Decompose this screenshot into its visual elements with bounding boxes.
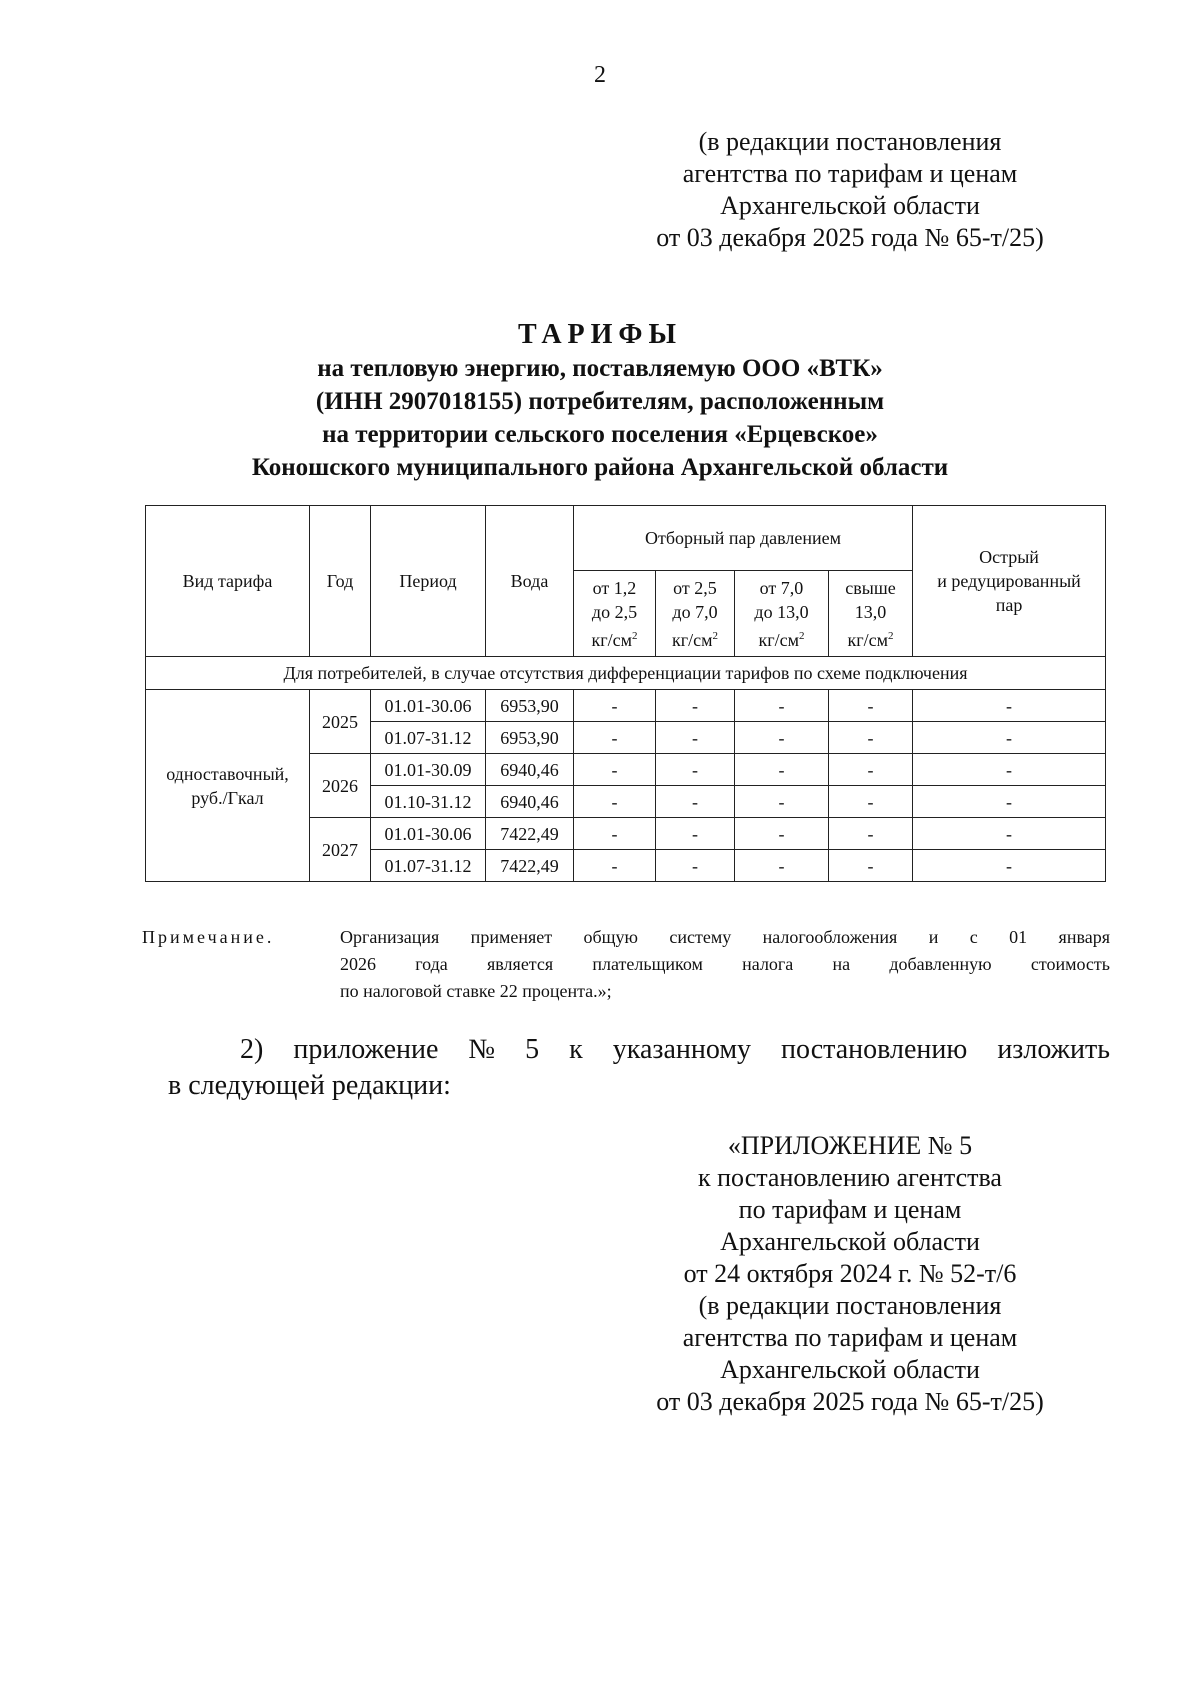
header-steam-col <box>574 571 656 657</box>
note-label: Примечание. <box>142 927 275 947</box>
sharp-steam-cell: - <box>913 786 1106 818</box>
appendix-line: по тарифам и ценам <box>738 1195 962 1224</box>
title-line: Коношского муниципального района Архангельской области <box>251 454 949 481</box>
note-line: Организация применяет общую систему налогообложения и с 01 января <box>340 927 1110 947</box>
steam-cell: - <box>735 690 829 722</box>
edition-note-line: от 03 декабря 2025 года № 65-т/25) <box>656 223 1044 252</box>
steam-cell: - <box>735 818 829 850</box>
header-row-1 <box>146 506 1106 571</box>
tariff-type-line: руб./Гкал <box>191 787 264 808</box>
document-title <box>0 318 1200 484</box>
steam-col-from: от 2,5 <box>673 577 717 598</box>
steam-cell: - <box>656 754 735 786</box>
table-row <box>146 690 1106 722</box>
tariff-type-line: одноставочный, <box>166 763 289 784</box>
water-cell: 6940,46 <box>486 786 574 818</box>
period-cell: 01.07-31.12 <box>371 850 486 882</box>
steam-col-unit: кг/см <box>591 629 632 650</box>
steam-cell: - <box>656 818 735 850</box>
appendix-header <box>640 1130 1060 1418</box>
tariff-type-cell <box>146 690 310 882</box>
header-tariff-type: Вид тарифа <box>146 506 310 657</box>
appendix-line: «ПРИЛОЖЕНИЕ № 5 <box>727 1131 973 1160</box>
header-year: Год <box>310 506 371 657</box>
appendix-line: к постановлению агентства <box>698 1163 1002 1192</box>
appendix-line: от 24 октября 2024 г. № 52-т/6 <box>683 1259 1017 1288</box>
title-main: ТАРИФЫ <box>518 319 682 350</box>
steam-cell: - <box>735 722 829 754</box>
steam-cell: - <box>656 722 735 754</box>
period-cell: 01.07-31.12 <box>371 722 486 754</box>
water-cell: 6953,90 <box>486 722 574 754</box>
steam-cell: - <box>656 690 735 722</box>
edition-note-line: Архангельской области <box>720 191 980 220</box>
header-sharp-steam-line: Острый <box>979 547 1039 567</box>
steam-col-to: до 7,0 <box>672 601 718 622</box>
sharp-steam-cell: - <box>913 754 1106 786</box>
header-water: Вода <box>486 506 574 657</box>
steam-col-unit-power: 2 <box>632 629 638 642</box>
paragraph-line-1 <box>168 1032 1110 1068</box>
header-sharp-steam <box>913 506 1106 657</box>
appendix-line: Архангельской области <box>720 1355 980 1384</box>
steam-cell: - <box>574 786 656 818</box>
edition-note-line: агентства по тарифам и ценам <box>682 159 1018 188</box>
steam-cell: - <box>735 754 829 786</box>
period-cell: 01.10-31.12 <box>371 786 486 818</box>
edition-note-line: (в редакции постановления <box>698 127 1002 156</box>
sharp-steam-cell: - <box>913 818 1106 850</box>
steam-cell: - <box>656 850 735 882</box>
steam-cell: - <box>829 754 913 786</box>
sharp-steam-cell: - <box>913 690 1106 722</box>
steam-cell: - <box>829 818 913 850</box>
steam-cell: - <box>829 690 913 722</box>
header-period: Период <box>371 506 486 657</box>
sharp-steam-cell: - <box>913 722 1106 754</box>
water-cell: 7422,49 <box>486 818 574 850</box>
year-cell: 2027 <box>310 818 371 882</box>
sharp-steam-cell: - <box>913 850 1106 882</box>
steam-col-from: свыше <box>845 577 896 598</box>
paragraph-word: приложение <box>293 1034 439 1065</box>
tariff-table <box>145 505 1106 882</box>
paragraph-word: указанному <box>612 1034 752 1065</box>
steam-cell: - <box>829 786 913 818</box>
header-steam-col <box>735 571 829 657</box>
steam-col-unit: кг/см <box>847 629 889 650</box>
steam-cell: - <box>574 722 656 754</box>
steam-col-unit-power: 2 <box>712 629 718 642</box>
steam-col-from: от 1,2 <box>592 577 637 598</box>
title-line: на тепловую энергию, поставляемую ООО «ВТК» <box>317 355 883 382</box>
paragraph-number: 2) <box>240 1034 264 1065</box>
appendix-line: от 03 декабря 2025 года № 65-т/25) <box>656 1387 1044 1416</box>
period-cell: 01.01-30.09 <box>371 754 486 786</box>
water-cell: 6940,46 <box>486 754 574 786</box>
steam-col-unit: кг/см <box>671 629 713 650</box>
paragraph-line-2: в следующей редакции: <box>168 1070 451 1101</box>
title-line: на территории сельского поселения «Ерцевское» <box>322 421 878 448</box>
year-cell: 2025 <box>310 690 371 754</box>
water-cell: 7422,49 <box>486 850 574 882</box>
paragraph-word: изложить <box>997 1034 1110 1065</box>
section-title: Для потребителей, в случае отсутствия дифференциации тарифов по схеме подключения <box>146 657 1106 690</box>
steam-cell: - <box>735 786 829 818</box>
paragraph-word: постановлению <box>781 1034 968 1065</box>
steam-cell: - <box>574 754 656 786</box>
paragraph-2 <box>168 1032 1110 1104</box>
header-sharp-steam-line: и редуцированный <box>937 571 1081 591</box>
steam-cell: - <box>574 850 656 882</box>
paragraph-word: к <box>569 1034 583 1065</box>
appendix-line: (в редакции постановления <box>698 1291 1002 1320</box>
steam-cell: - <box>574 690 656 722</box>
header-steam-col <box>829 571 913 657</box>
steam-col-unit-power: 2 <box>888 629 894 642</box>
steam-cell: - <box>735 850 829 882</box>
paragraph-word: № <box>468 1034 496 1065</box>
steam-col-unit-power: 2 <box>799 629 805 642</box>
water-cell: 6953,90 <box>486 690 574 722</box>
title-line: (ИНН 2907018155) потребителям, расположенным <box>315 388 885 415</box>
steam-cell: - <box>829 722 913 754</box>
paragraph-word: 5 <box>525 1034 540 1065</box>
section-row <box>146 657 1106 690</box>
steam-col-to: до 2,5 <box>591 601 638 622</box>
steam-col-to: 13,0 <box>854 601 887 622</box>
note-line: 2026 года является плательщиком налога на добавленную стоимость <box>340 954 1110 974</box>
steam-cell: - <box>829 850 913 882</box>
header-steam-group: Отборный пар давлением <box>574 506 913 571</box>
steam-col-to: до 13,0 <box>754 601 809 622</box>
appendix-line: агентства по тарифам и ценам <box>682 1323 1018 1352</box>
year-cell: 2026 <box>310 754 371 818</box>
header-steam-col <box>656 571 735 657</box>
period-cell: 01.01-30.06 <box>371 690 486 722</box>
note-text <box>340 924 1110 1005</box>
edition-note-top <box>640 126 1060 254</box>
period-cell: 01.01-30.06 <box>371 818 486 850</box>
steam-col-unit: кг/см <box>758 629 799 650</box>
appendix-line: Архангельской области <box>720 1227 980 1256</box>
note-line: по налоговой ставке 22 процента.»; <box>340 981 612 1001</box>
page-number: 2 <box>594 62 606 88</box>
steam-cell: - <box>656 786 735 818</box>
header-sharp-steam-line: пар <box>995 595 1023 615</box>
steam-cell: - <box>574 818 656 850</box>
steam-col-from: от 7,0 <box>759 577 804 598</box>
